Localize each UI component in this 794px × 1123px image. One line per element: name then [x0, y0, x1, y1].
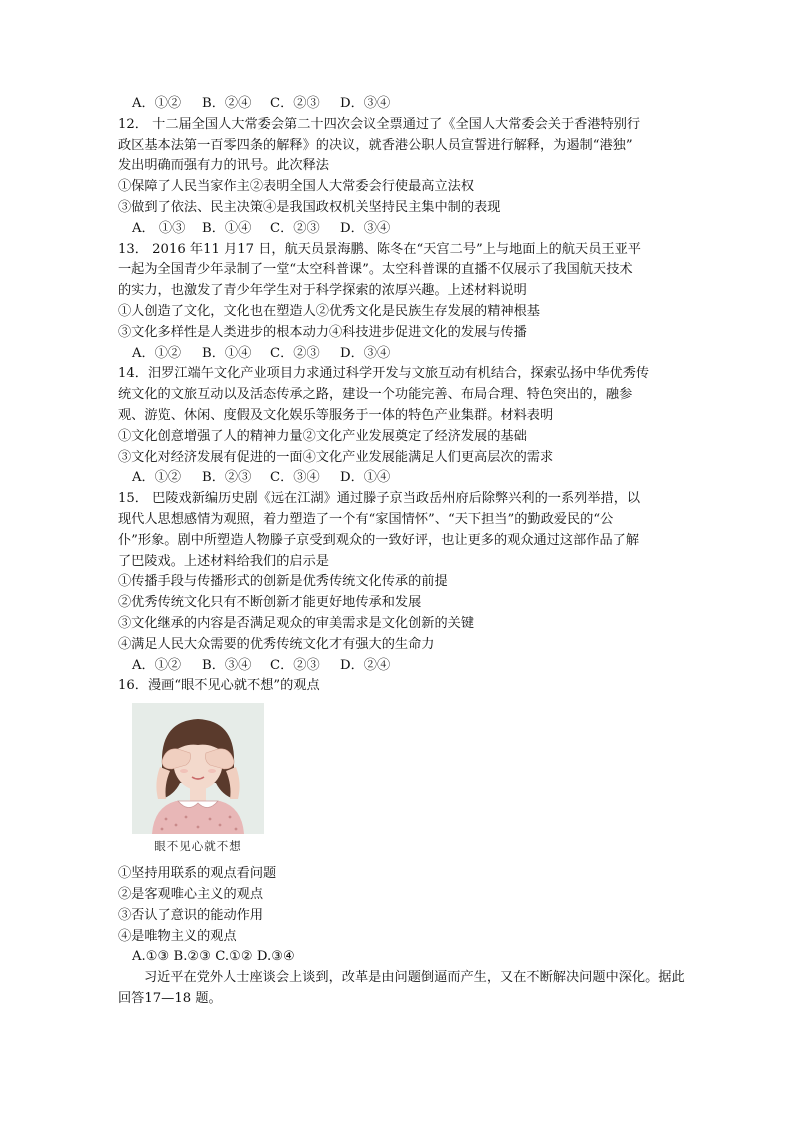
- q15-options: [118, 656, 688, 677]
- q12-options: [118, 219, 688, 240]
- q15-line: ①传播手段与传播形式的创新是优秀传统文化传承的前提: [118, 574, 448, 590]
- q15-line: 了巴陵戏。上述材料给我们的启示是: [118, 553, 329, 569]
- question-12: [118, 115, 688, 240]
- q11-option-b: B．②④: [202, 96, 252, 111]
- cartoon-caption: 眼不见心就不想: [132, 834, 264, 858]
- q14-line: 统文化的文旅互动以及活态传承之路，建设一个功能完善、布局合理、特色突出的，融参: [118, 387, 633, 403]
- cartoon-image: [132, 703, 264, 858]
- q13-option-b: B．①④: [202, 345, 252, 361]
- q11-option-d: D．③④: [340, 96, 391, 111]
- q16-line: ①坚持用联系的观点看问题: [118, 866, 277, 882]
- q15-line: 现代人思想感情为观照，着力塑造了一个有“家国情怀”、“天下担当”的勤政爱民的“公: [118, 511, 614, 527]
- q13-option-d: D．③④: [340, 345, 391, 361]
- q14-line: 14．汨罗江端午文化产业项目力求通过科学开发与文旅互动有机结合，探索弘扬中华优秀传: [118, 366, 650, 382]
- q15-line: 15． 巴陵戏新编历史剧《远在江湖》通过滕子京当政岳州府后除弊兴利的一系列举措，以: [118, 491, 641, 507]
- q14-line: ③文化对经济发展有促进的一面④文化产业发展能满足人们更高层次的需求: [118, 449, 554, 465]
- q14-option-c: C．③④: [270, 470, 320, 486]
- q12-line: 发出明确而强有力的讯号。此次释法: [118, 158, 329, 174]
- q15-line: ②优秀传统文化只有不断创新才能更好地传承和发展: [118, 595, 422, 611]
- q15-option-c: C．②③: [270, 657, 320, 673]
- q15-line: 仆”形象。剧中所塑造人物滕子京受到观众的一致好评，也让更多的观众通过这部作品了解: [118, 532, 640, 548]
- q12-option-a: A． ①③: [132, 220, 186, 236]
- q13-options: [118, 344, 688, 365]
- q14-option-a: A．①②: [132, 470, 182, 486]
- q16-line: ②是客观唯心主义的观点: [118, 886, 264, 902]
- q12-line: ③做到了依法、民主决策④是我国政权机关坚持民主集中制的表现: [118, 199, 501, 215]
- q13-line: 一起为全国青少年录制了一堂“太空科普课”。太空科普课的直播不仅展示了我国航天技术: [118, 262, 633, 278]
- question-16: [118, 676, 688, 968]
- q13-line: 13． 2016 年11 月17 日，航天员景海鹏、陈冬在“天宫二号”上与地面上的航天员王亚平: [118, 241, 641, 257]
- q14-line: ①文化创意增强了人的精神力量②文化产业发展奠定了经济发展的基础: [118, 428, 527, 444]
- question-14: [118, 364, 688, 489]
- q17-18-intro: 习近平在党外人士座谈会上谈到，改革是由问题倒逼而产生，又在不断解决问题中深化。据此回答17—18 题。: [118, 970, 685, 1006]
- q12-option-c: C．②③: [270, 220, 320, 236]
- q14-option-b: B．②③: [202, 470, 252, 486]
- q16-line: ④是唯物主义的观点: [118, 928, 237, 944]
- q16-stem: 16．漫画“眼不见心就不想”的观点: [118, 678, 320, 694]
- q13-option-c: C．②③: [270, 345, 320, 361]
- q14-options: [118, 468, 688, 489]
- question-13: [118, 240, 688, 365]
- q13-line: ③文化多样性是人类进步的根本动力④科技进步促进文化的发展与传播: [118, 324, 527, 340]
- q15-line: ③文化继承的内容是否满足观众的审美需求是文化创新的关键: [118, 615, 475, 631]
- q15-option-a: A．①②: [132, 657, 182, 673]
- q12-option-b: B．①④: [202, 220, 252, 236]
- q12-line: 12． 十二届全国人大常委会第二十四次会议全票通过了《全国人大常委会关于香港特别行: [118, 116, 641, 132]
- q16-line: ③否认了意识的能动作用: [118, 907, 264, 923]
- q12-line: ①保障了人民当家作主②表明全国人大常委会行使最高立法权: [118, 179, 475, 195]
- q13-option-a: A．①②: [132, 345, 182, 361]
- q15-option-b: B．③④: [202, 657, 252, 673]
- q12-option-d: D．③④: [340, 220, 391, 236]
- q11-option-a: A．①②: [132, 96, 182, 111]
- q14-line: 观、游览、休闲、度假及文化娱乐等服务于一体的特色产业集群。材料表明: [118, 407, 554, 423]
- question-15: [118, 489, 688, 676]
- q13-line: 的实力，也激发了青少年学生对于科学探索的浓厚兴趣。上述材料说明: [118, 283, 527, 299]
- q15-line: ④满足人民大众需要的优秀传统文化才有强大的生命力: [118, 636, 435, 652]
- q16-options: A.①③ B.②③ C.①② D.③④: [132, 949, 295, 965]
- q11-options: [118, 94, 688, 115]
- q14-option-d: D．①④: [340, 470, 391, 486]
- q13-line: ①人创造了文化，文化也在塑造人②优秀文化是民族生存发展的精神根基: [118, 303, 540, 319]
- exam-page: [118, 94, 688, 1010]
- q15-option-d: D．②④: [340, 657, 391, 673]
- q11-option-c: C．②③: [270, 96, 320, 111]
- q12-line: 政区基本法第一百零四条的解释》的决议，就香港公职人员宣誓进行解释，为遏制“港独”: [118, 137, 633, 153]
